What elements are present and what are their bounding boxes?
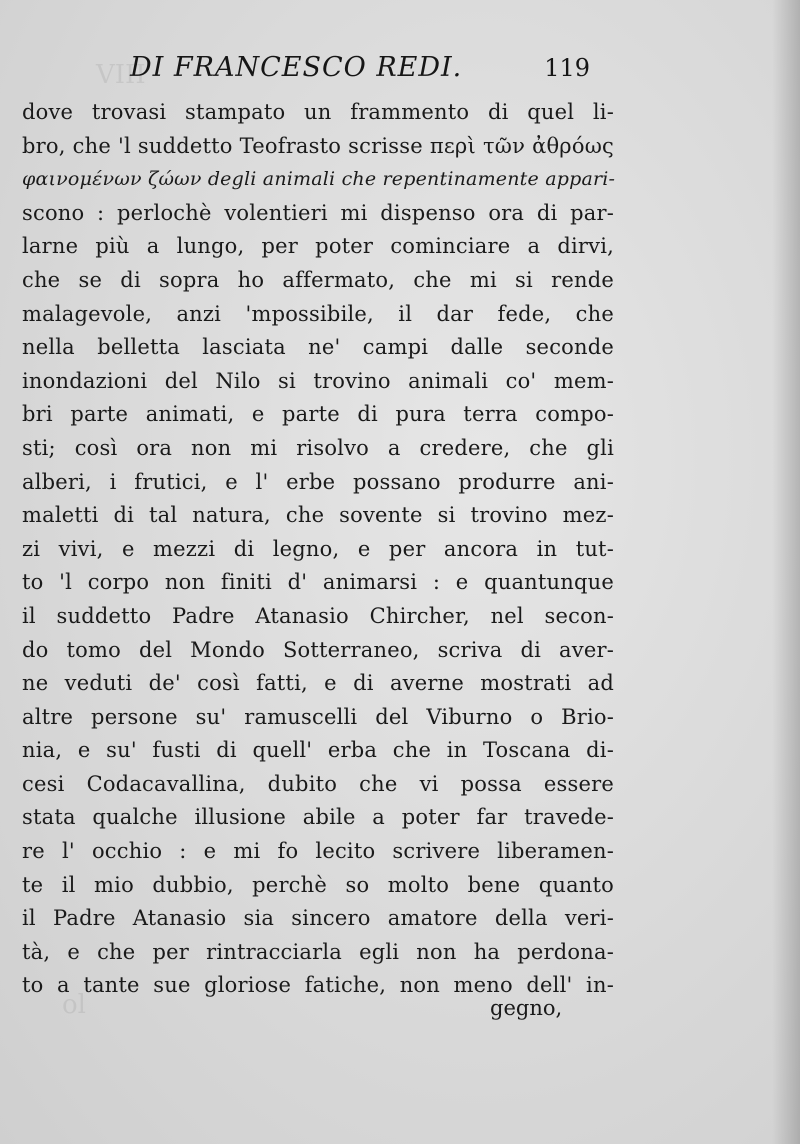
text-line: che se di sopra ho affermato, che mi si rende xyxy=(22,267,614,292)
text-line: cesi Codacavallina, dubito che vi possa essere xyxy=(22,771,614,796)
text-line: ne veduti de' così fatti, e di averne mostrati ad xyxy=(22,671,614,696)
text-line: altre persone su' ramuscelli del Viburno o Brio- xyxy=(22,704,614,729)
text-line: nella belletta lasciata ne' campi dalle seconde xyxy=(22,335,614,360)
bleed-through-text: ol xyxy=(62,990,86,1020)
text-line: bro, che 'l suddetto Teofrasto scrisse περὶ τῶν ἀθρόως xyxy=(22,133,614,158)
text-line: alberi, i frutici, e l' erbe possano produrre ani- xyxy=(22,469,614,494)
text-line: dove trovasi stampato un frammento di quel li- xyxy=(22,100,614,124)
text-line: inondazioni del Nilo si trovino animali co' mem- xyxy=(22,368,614,393)
text-line: re l' occhio : e mi fo lecito scrivere liberamen- xyxy=(22,839,614,864)
text-line: to 'l corpo non finiti d' animarsi : e quantunque xyxy=(22,570,614,595)
page-number: 119 xyxy=(544,54,590,82)
running-title: DI FRANCESCO REDI. xyxy=(130,52,463,83)
text-line: sti; così ora non mi risolvo a credere, che gli xyxy=(22,435,614,460)
page-edge-shadow xyxy=(772,0,800,1144)
text-line: φαινομένων ζώων degli animali che repentinamente appari- xyxy=(22,168,616,191)
text-line: scono : perlochè volentieri mi dispenso ora di par- xyxy=(22,200,614,225)
text-line: il Padre Atanasio sia sincero amatore della veri- xyxy=(22,906,614,931)
text-line: bri parte animati, e parte di pura terra compo- xyxy=(22,402,614,427)
text-line: tà, e che per rintracciarla egli non ha perdona- xyxy=(22,939,614,964)
body-text xyxy=(22,96,614,1003)
text-line: nia, e su' fusti di quell' erba che in Toscana di- xyxy=(22,738,614,763)
text-line: do tomo del Mondo Sotterraneo, scriva di aver- xyxy=(22,637,614,662)
page-header xyxy=(130,48,590,88)
text-line: larne più a lungo, per poter cominciare a dirvi, xyxy=(22,234,614,259)
text-line: te il mio dubbio, perchè so molto bene quanto xyxy=(22,872,614,897)
catchword: gegno, xyxy=(490,996,563,1020)
bleed-through-text: VIII xyxy=(96,60,146,90)
text-line: stata qualche illusione abile a poter far travede- xyxy=(22,805,614,830)
text-line: maletti di tal natura, che sovente si trovino mez- xyxy=(22,503,614,528)
text-line: il suddetto Padre Atanasio Chircher, nel secon- xyxy=(22,603,614,628)
text-line: malagevole, anzi 'mpossibile, il dar fede, che xyxy=(22,301,614,326)
text-line: to a tante sue gloriose fatiche, non meno dell' in- xyxy=(22,973,614,998)
text-line: zi vivi, e mezzi di legno, e per ancora in tut- xyxy=(22,536,614,561)
